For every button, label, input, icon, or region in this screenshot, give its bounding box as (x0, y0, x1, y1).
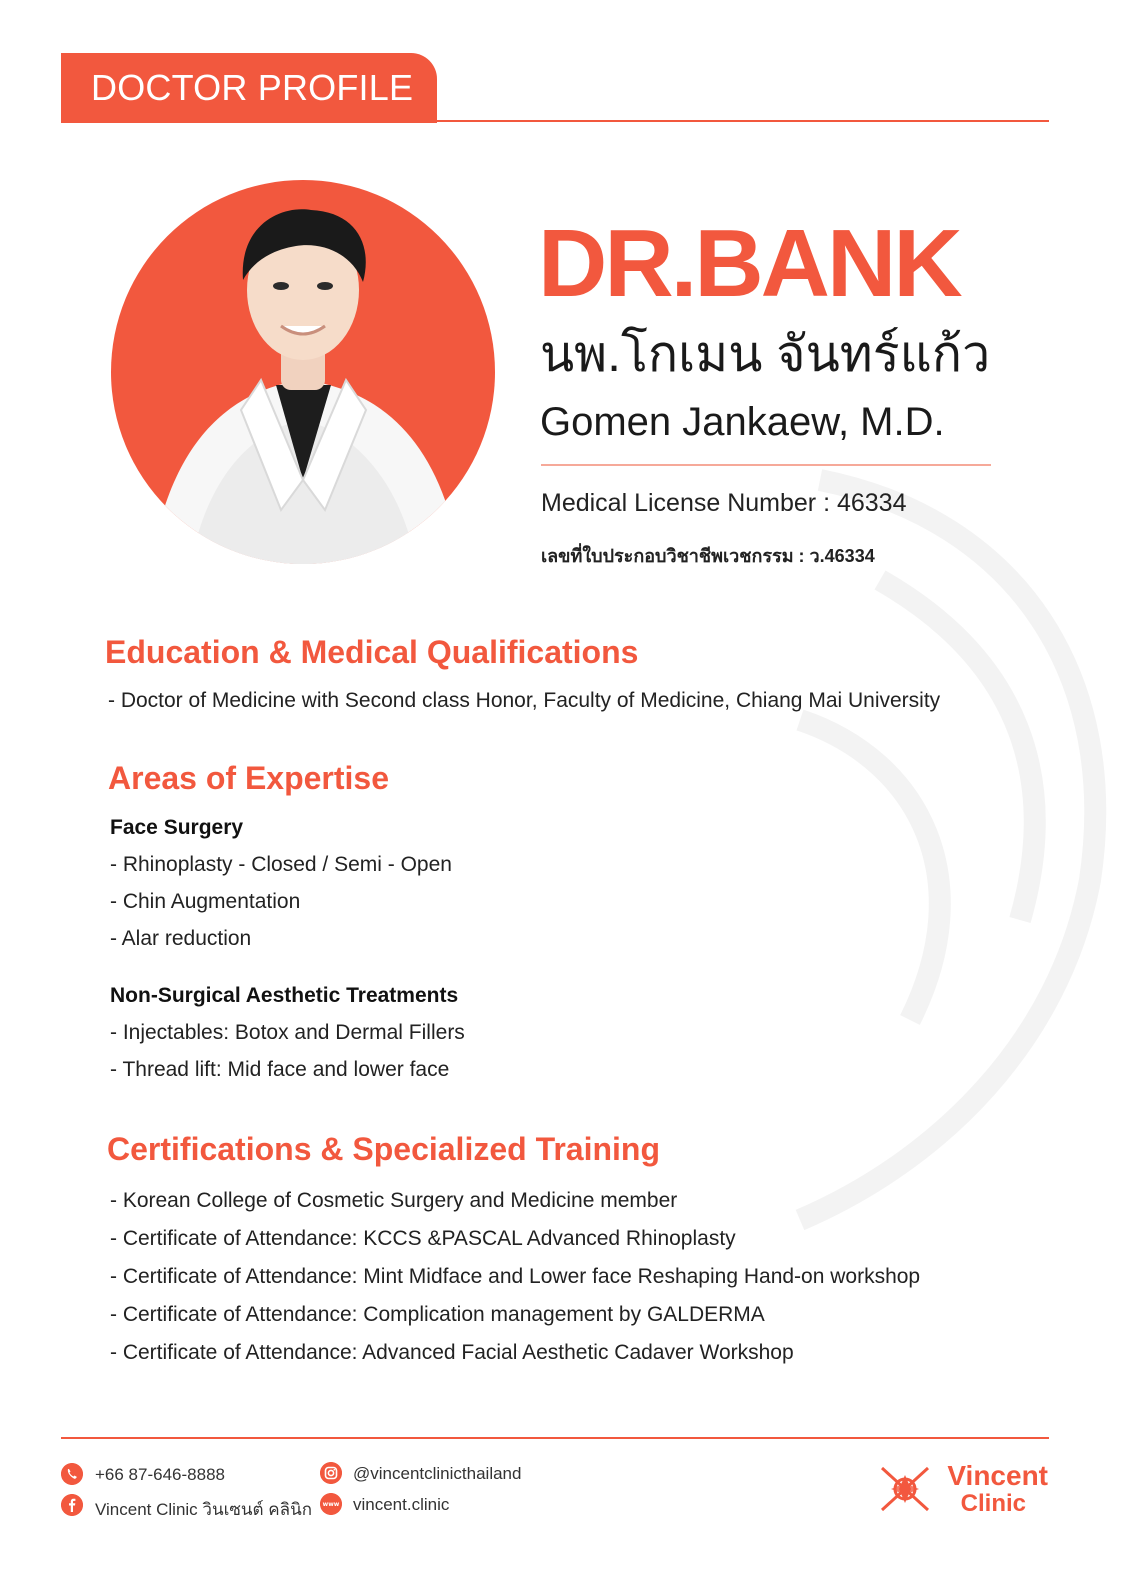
doctor-english-name: Gomen Jankaew, M.D. (540, 400, 945, 444)
logo-name-line1: Vincent (947, 1460, 1048, 1491)
expertise-item: - Chin Augmentation (110, 890, 301, 913)
certification-item: - Certificate of Attendance: Advanced Facial Aesthetic Cadaver Workshop (110, 1341, 794, 1364)
header-divider (61, 120, 1049, 122)
website-link[interactable]: vincent.clinic (353, 1495, 450, 1514)
watermark-logo (760, 460, 1122, 1240)
vincent-logo-icon (878, 1462, 932, 1516)
license-number-th: เลขที่ใบประกอบวิชาชีพเวชกรรม : ว.46334 (541, 546, 875, 566)
education-item: - Doctor of Medicine with Second class Honor, Faculty of Medicine, Chiang Mai University (108, 689, 941, 712)
svg-text:www: www (322, 1501, 340, 1508)
non-surgical-heading: Non-Surgical Aesthetic Treatments (110, 984, 459, 1007)
header-tab: DOCTOR PROFILE (61, 53, 437, 123)
phone-icon (61, 1463, 83, 1485)
expertise-item: - Rhinoplasty - Closed / Semi - Open (110, 853, 452, 876)
certification-item: - Certificate of Attendance: Mint Midface and Lower face Reshaping Hand-on workshop (110, 1265, 921, 1288)
instagram-icon (320, 1462, 342, 1484)
facebook-icon (61, 1494, 83, 1516)
name-divider (541, 464, 991, 466)
certification-item: - Korean College of Cosmetic Surgery and Medicine member (110, 1189, 678, 1212)
license-number-en: Medical License Number : 46334 (541, 489, 907, 517)
expertise-item: - Injectables: Botox and Dermal Fillers (110, 1021, 465, 1044)
doctor-portrait (111, 180, 495, 564)
education-heading: Education & Medical Qualifications (105, 634, 639, 670)
instagram-handle[interactable]: @vincentclinicthailand (353, 1464, 522, 1483)
expertise-item: - Thread lift: Mid face and lower face (110, 1058, 450, 1081)
certification-item: - Certificate of Attendance: KCCS &PASCAL Advanced Rhinoplasty (110, 1227, 736, 1250)
footer-divider (61, 1437, 1049, 1439)
doctor-display-name: DR.BANK (538, 210, 960, 317)
doctor-thai-name: นพ.โกเมน จันทร์แก้ว (540, 326, 991, 382)
certifications-heading: Certifications & Specialized Training (107, 1131, 661, 1167)
facebook-page[interactable]: Vincent Clinic วินเซนต์ คลินิก (95, 1500, 313, 1519)
face-surgery-heading: Face Surgery (110, 816, 244, 839)
certification-item: - Certificate of Attendance: Complication management by GALDERMA (110, 1303, 765, 1326)
logo-name-line2: Clinic (960, 1490, 1026, 1517)
expertise-item: - Alar reduction (110, 927, 252, 950)
web-icon (320, 1493, 342, 1515)
phone-number[interactable]: +66 87-646-8888 (95, 1465, 225, 1484)
expertise-heading: Areas of Expertise (108, 760, 390, 796)
